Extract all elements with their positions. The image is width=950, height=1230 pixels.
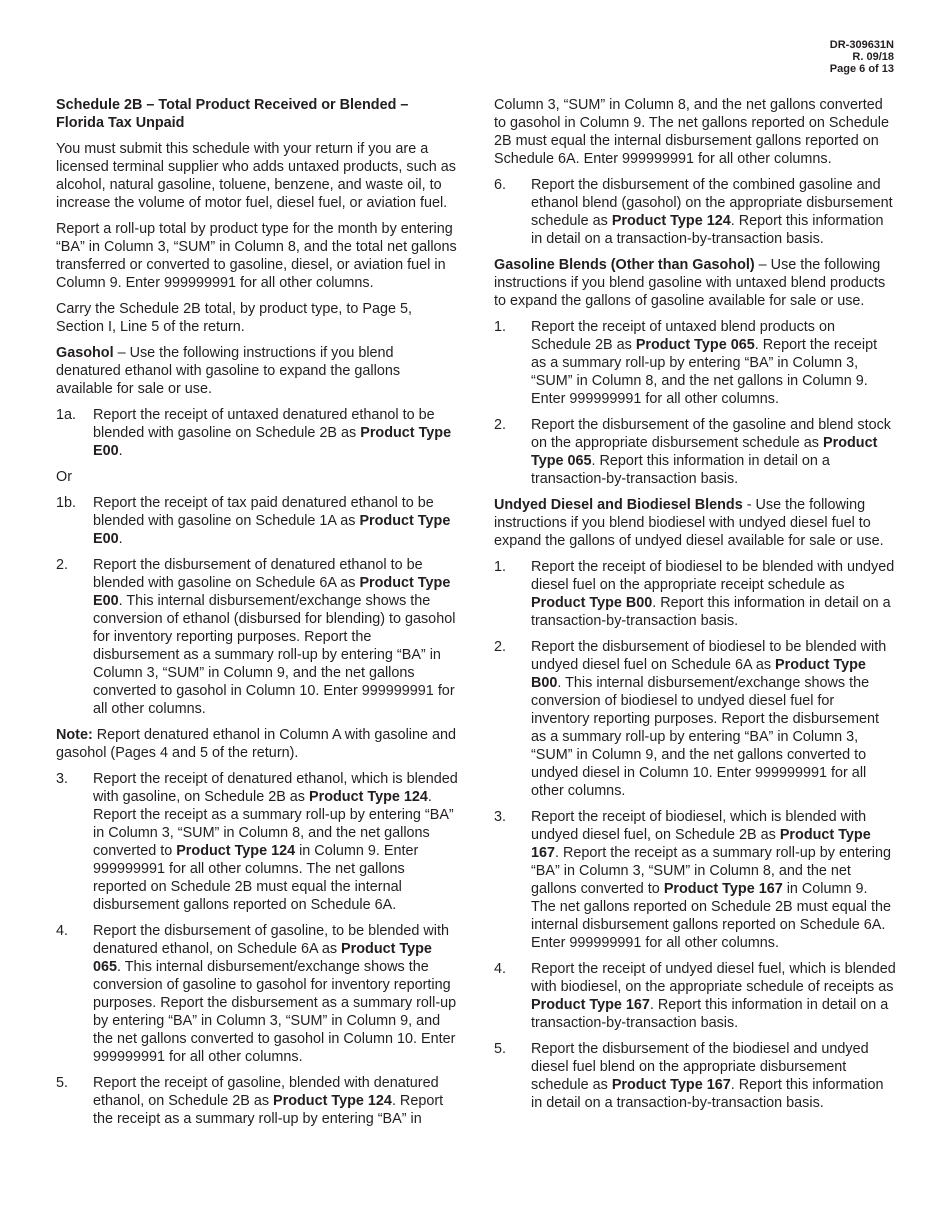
item-text: Report the disbursement of the combined gasoline and ethanol blend (gasohol) on the appropriate disbursement schedule as Product Type 124. Report this information in detail on a transaction-by-transaction basis. (531, 177, 893, 247)
gasoline-blends-section (494, 256, 896, 310)
note (56, 726, 460, 762)
undyed-diesel-section (494, 496, 896, 550)
item-number: 5. (56, 1075, 69, 1091)
item-text: Report the disbursement of gasoline, to be blended with denatured ethanol, on Schedule 6A as Product Type 065. This internal disbursement/exchange shows the conversion of gasoline to gasohol for inventory reporting purposes. Report the disbursement as a summary roll-up by entering “BA” in Column 3, “SUM” in Column 9, and the net gallons converted to gasohol in Column 10. Enter 999999991 for all other columns. (93, 923, 457, 1065)
item-number: 5. (494, 1041, 507, 1057)
list-item (56, 406, 460, 460)
item-number: 1b. (56, 495, 77, 511)
right-column (494, 96, 896, 1120)
item-number: 1a. (56, 407, 77, 423)
item-text: Report the disbursement of biodiesel to be blended with undyed diesel fuel on Schedule 6A as Product Type B00. This internal disbursement/exchange shows the conversion of biodiesel to undyed diesel fuel for inventory reporting purposes. Report the disbursement as a summary roll-up by entering “BA” in Column 3, “SUM” in Column 9, and the net gallons converted to undyed diesel in Column 10. Enter 999999991 for all other columns. (531, 639, 887, 799)
item-text: Report the receipt of tax paid denatured ethanol to be blended with gasoline on Schedule 1A as Product Type E00. (93, 495, 451, 547)
list-item (494, 318, 896, 408)
intro-paragraph: You must submit this schedule with your return if you are a licensed terminal supplier who adds untaxed products, such as alcohol, natural gasoline, toluene, benzene, and waste oil, to increase the volume of motor fuel, diesel fuel, or aviation fuel. (56, 141, 456, 211)
list-item (56, 1074, 460, 1128)
list-item (494, 558, 896, 630)
item-number: 1. (494, 319, 507, 335)
item-number: 3. (494, 809, 507, 825)
schedule-title-line2: Florida Tax Unpaid (56, 115, 185, 131)
note-text: Report denatured ethanol in Column A with gasoline and gasohol (Pages 4 and 5 of the return). (56, 727, 456, 761)
item-number: 3. (56, 771, 69, 787)
gasohol-section (56, 344, 460, 398)
item-text: Report the receipt of biodiesel to be blended with undyed diesel fuel on the appropriate receipt schedule as Product Type B00. Report this information in detail on a transaction-by-transaction basis. (531, 559, 895, 629)
list-item (494, 808, 896, 952)
list-item (56, 922, 460, 1066)
item-text: Report the receipt of untaxed denatured ethanol to be blended with gasoline on Schedule 2B as Product Type E00. (93, 407, 452, 459)
form-revision: R. 09/18 (852, 51, 894, 63)
gasohol-intro: – Use the following instructions if you blend denatured ethanol with gasoline to expand the gallons available for sale or use. (56, 345, 401, 397)
item-text: Report the receipt of denatured ethanol, which is blended with gasoline, on Schedule 2B as Product Type 124. Report the receipt as a summary roll-up by entering “BA” in Column 3, “SUM” in Column 8, and the net gallons converted to Product Type 124 in Column 9. Enter 999999991 for all other columns. The net gallons reported on Schedule 2B must equal the internal disbursement gallons reported on Schedule 6A. (93, 771, 458, 913)
item-5-continued: Column 3, “SUM” in Column 8, and the net gallons converted to gasohol in Column 9. The net gallons reported on Schedule 2B must equal the internal disbursement gallons reported on Schedule 6A. Enter 999999991 for all other columns. (494, 97, 889, 167)
list-item (494, 1040, 896, 1112)
gasoline-blends-heading: Gasoline Blends (Other than Gasohol) (494, 257, 755, 273)
list-item (56, 494, 460, 548)
undyed-diesel-heading: Undyed Diesel and Biodiesel Blends (494, 497, 743, 513)
item-text: Report the disbursement of the gasoline and blend stock on the appropriate disbursement schedule as Product Type 065. Report this information in detail on a transaction-by-transaction basis. (531, 417, 891, 487)
item-text: Report the disbursement of denatured ethanol to be blended with gasoline on Schedule 6A as Product Type E00. This internal disbursement/exchange shows the conversion of ethanol (disbursed for blending) to gasohol for inventory reporting purposes. Report the disbursement as a summary roll-up by entering “BA” in Column 3, “SUM” in Column 9, and the net gallons converted to gasohol in Column 10. Enter 999999991 for all other columns. (93, 557, 456, 717)
item-number: 6. (494, 177, 507, 193)
form-header (830, 39, 894, 75)
gasoline-blends-intro: – Use the following instructions if you blend gasoline with untaxed blend products to expand the gallons of gasoline available for sale or use. (494, 257, 886, 309)
page-number: Page 6 of 13 (829, 63, 894, 75)
note-label: Note: (56, 727, 93, 743)
item-text: Report the receipt of biodiesel, which is blended with undyed diesel fuel, on Schedule 2B as Product Type 167. Report the receipt as a summary roll-up by entering “BA” in Column 3, “SUM” in Column 8, and the net gallons converted to Product Type 167 in Column 9. The net gallons reported on Schedule 2B must equal the internal disbursement gallons reported on Schedule 6A. Enter 999999991 for all other columns. (531, 809, 892, 951)
or-separator: Or (56, 469, 72, 485)
item-text: Report the disbursement of the biodiesel and undyed diesel fuel blend on the appropriate disbursement schedule as Product Type 167. Report this information in detail on a transaction-by-transaction basis. (531, 1041, 884, 1111)
item-number: 2. (494, 417, 507, 433)
list-item (494, 416, 896, 488)
item-text: Report the receipt of untaxed blend products on Schedule 2B as Product Type 065. Report the receipt as a summary roll-up by entering “BA” in Column 3, “SUM” in Column 8, and the net gallons in Column 9. Enter 999999991 for all other columns. (531, 319, 878, 407)
form-number: DR-309631N (829, 39, 894, 51)
undyed-diesel-intro: - Use the following instructions if you blend biodiesel with undyed diesel fuel to expand the gallons of undyed diesel available for sale or use. (494, 497, 884, 549)
list-item (56, 556, 460, 718)
item-number: 4. (56, 923, 69, 939)
item-text: Report the receipt of undyed diesel fuel, which is blended with biodiesel, on the appropriate schedule of receipts as Product Type 167. Report this information in detail on a transaction-by-transaction basis. (531, 961, 896, 1031)
carry-paragraph: Carry the Schedule 2B total, by product type, to Page 5, Section I, Line 5 of the return. (56, 301, 412, 335)
left-column (56, 96, 460, 1136)
item-number: 1. (494, 559, 507, 575)
schedule-title (56, 96, 460, 132)
list-item (494, 176, 896, 248)
schedule-title-line1: Schedule 2B – Total Product Received or Blended – (56, 97, 409, 113)
list-item (494, 960, 896, 1032)
gasohol-heading: Gasohol (56, 345, 114, 361)
item-number: 2. (56, 557, 69, 573)
list-item (494, 638, 896, 800)
item-text: Report the receipt of gasoline, blended with denatured ethanol, on Schedule 2B as Product Type 124. Report the receipt as a summary roll-up by entering “BA” in (93, 1075, 444, 1127)
list-item (56, 770, 460, 914)
item-number: 4. (494, 961, 507, 977)
rollup-paragraph: Report a roll-up total by product type for the month by entering “BA” in Column 3, “SUM” in Column 8, and the total net gallons transferred or converted to gasoline, diesel, or aviation fuel in Column 9. Enter 999999991 for all other columns. (56, 221, 457, 291)
item-number: 2. (494, 639, 507, 655)
